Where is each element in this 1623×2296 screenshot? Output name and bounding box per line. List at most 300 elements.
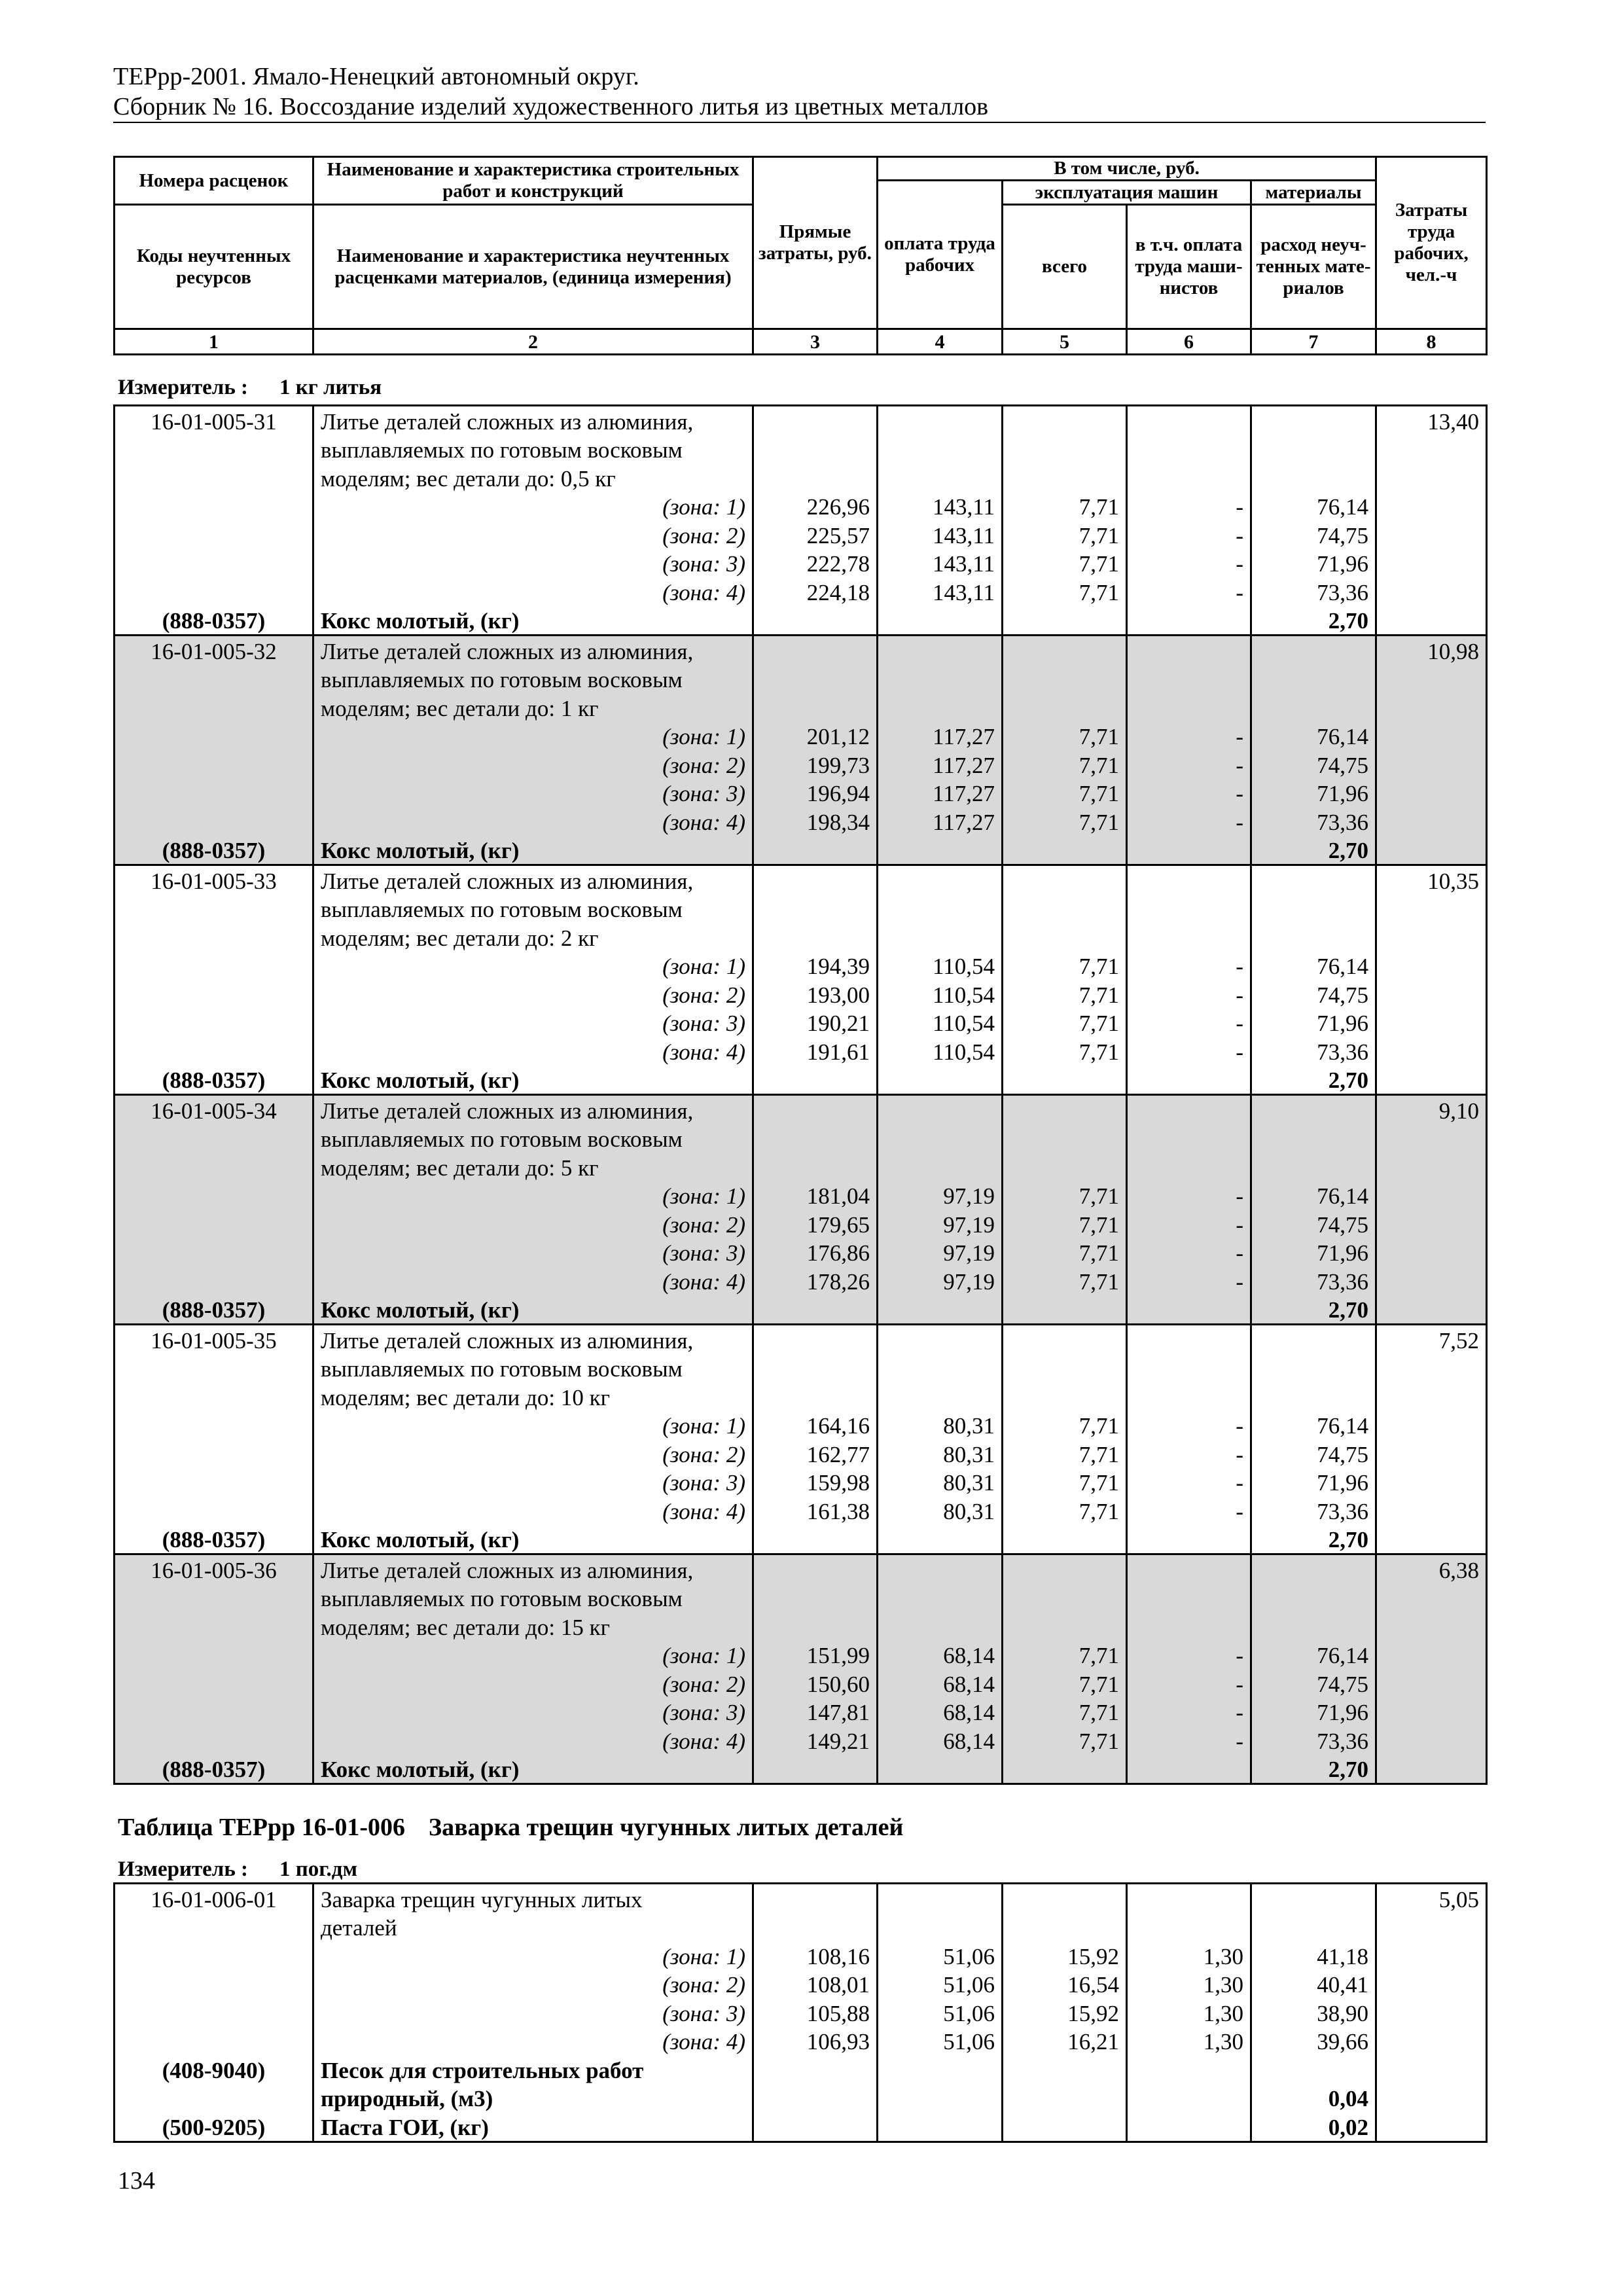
empty-cell (1251, 1554, 1376, 1584)
rate-group (115, 1325, 1487, 1554)
table-row (115, 1325, 1487, 1354)
materials-cost: 74,75 (1251, 1210, 1376, 1238)
empty-cell (1003, 636, 1127, 665)
direct-cost: 201,12 (753, 722, 878, 751)
resource-code: (408-9040) (115, 2055, 313, 2084)
resource-name-cont: природный, (м3) (313, 2084, 753, 2113)
machines-total: 7,71 (1003, 750, 1127, 779)
empty-cell (115, 1009, 313, 1037)
empty-cell (1376, 1669, 1487, 1698)
empty-cell (1376, 2055, 1487, 2084)
zone-label: (зона: 1) (313, 1641, 753, 1670)
machines-total: 15,92 (1003, 1941, 1127, 1970)
table-row (115, 779, 1487, 808)
empty-cell (115, 520, 313, 549)
worker-pay: 110,54 (878, 1009, 1003, 1037)
empty-cell (115, 1698, 313, 1727)
empty-cell (1127, 836, 1251, 865)
empty-cell (1376, 836, 1487, 865)
direct-cost: 149,21 (753, 1726, 878, 1755)
empty-cell (753, 1153, 878, 1181)
rate-description: моделям; вес детали до: 10 кг (313, 1382, 753, 1411)
table-row (115, 1941, 1487, 1970)
zone-label: (зона: 3) (313, 1009, 753, 1037)
table-column-header (113, 156, 1488, 355)
empty-cell (878, 2055, 1003, 2084)
materials-cost: 71,96 (1251, 1009, 1376, 1037)
empty-cell (878, 1095, 1003, 1124)
empty-cell (1127, 1884, 1251, 1913)
empty-cell (878, 1124, 1003, 1153)
table-row (115, 1037, 1487, 1066)
labor-cost (1376, 1584, 1487, 1613)
resource-code: (500-9205) (115, 2112, 313, 2142)
empty-cell (1376, 1641, 1487, 1670)
empty-cell (878, 665, 1003, 694)
table-row (115, 1181, 1487, 1210)
empty-cell (1127, 923, 1251, 952)
worker-pay: 80,31 (878, 1468, 1003, 1497)
rate-description: выплавляемых по готовым восковым (313, 895, 753, 924)
machines-total: 7,71 (1003, 1037, 1127, 1066)
empty-cell (1376, 1525, 1487, 1554)
empty-cell (1003, 1124, 1127, 1153)
table-row (115, 1354, 1487, 1383)
machinist-pay: - (1127, 750, 1251, 779)
rate-group (115, 406, 1487, 636)
empty-cell (753, 406, 878, 435)
machinist-pay: 1,30 (1127, 1941, 1251, 1970)
empty-cell (878, 1295, 1003, 1325)
empty-cell (878, 836, 1003, 865)
table-title-name: Заварка трещин чугунных литых деталей (429, 1814, 904, 1841)
measure-value: 1 пог.дм (279, 1857, 357, 1881)
empty-cell (1251, 1382, 1376, 1411)
table-row (115, 1153, 1487, 1181)
empty-cell (753, 1612, 878, 1641)
page-number: 134 (118, 2167, 155, 2195)
materials-cost: 71,96 (1251, 1468, 1376, 1497)
empty-cell (1127, 1612, 1251, 1641)
worker-pay: 80,31 (878, 1439, 1003, 1468)
machinist-pay: - (1127, 1641, 1251, 1670)
worker-pay: 80,31 (878, 1496, 1003, 1525)
machines-total: 7,71 (1003, 492, 1127, 521)
direct-cost: 179,65 (753, 1210, 878, 1238)
empty-cell (115, 549, 313, 578)
machinist-pay: - (1127, 807, 1251, 836)
empty-cell (1376, 492, 1487, 521)
materials-cost: 73,36 (1251, 1266, 1376, 1295)
empty-cell (753, 463, 878, 492)
group-header: В том числе, руб. (878, 157, 1376, 181)
zone-label: (зона: 3) (313, 1238, 753, 1267)
empty-cell (753, 865, 878, 895)
rate-description: моделям; вес детали до: 5 кг (313, 1153, 753, 1181)
empty-cell (1003, 1153, 1127, 1181)
labor-cost: 13,40 (1376, 406, 1487, 435)
direct-cost: 178,26 (753, 1266, 878, 1295)
direct-cost: 161,38 (753, 1496, 878, 1525)
empty-cell (753, 1325, 878, 1354)
zone-label: (зона: 4) (313, 1037, 753, 1066)
worker-pay: 143,11 (878, 577, 1003, 606)
zone-label: (зона: 3) (313, 549, 753, 578)
zone-label: (зона: 4) (313, 1726, 753, 1755)
labor-cost (1376, 895, 1487, 924)
table-row (115, 980, 1487, 1009)
empty-cell (115, 1439, 313, 1468)
empty-cell (878, 1354, 1003, 1383)
direct-cost: 190,21 (753, 1009, 878, 1037)
empty-cell (1376, 779, 1487, 808)
empty-cell (1376, 606, 1487, 636)
rate-code (115, 1124, 313, 1153)
machinist-pay: 1,30 (1127, 2027, 1251, 2056)
empty-cell (753, 1755, 878, 1784)
worker-pay: 117,27 (878, 750, 1003, 779)
machines-total: 15,92 (1003, 1998, 1127, 2027)
table-row (115, 435, 1487, 464)
empty-cell (753, 1525, 878, 1554)
worker-pay: 143,11 (878, 492, 1003, 521)
rate-code: 16-01-005-33 (115, 865, 313, 895)
empty-cell (115, 1411, 313, 1440)
empty-cell (753, 923, 878, 952)
empty-cell (753, 2055, 878, 2084)
empty-cell (1003, 2055, 1127, 2084)
empty-cell (753, 1354, 878, 1383)
zone-label: (зона: 1) (313, 492, 753, 521)
col1-bottom-header: Коды неучтенных ресурсов (115, 205, 313, 329)
rate-group (115, 636, 1487, 865)
rate-code: 16-01-005-35 (115, 1325, 313, 1354)
empty-cell (115, 1238, 313, 1267)
measure-label: Измеритель : (118, 376, 249, 399)
labor-cost: 5,05 (1376, 1884, 1487, 1913)
empty-cell (1127, 2084, 1251, 2113)
empty-cell (753, 693, 878, 722)
direct-cost: 176,86 (753, 1238, 878, 1267)
rate-description: Литье деталей сложных из алюминия, (313, 1325, 753, 1354)
empty-cell (1251, 693, 1376, 722)
rate-description: Литье деталей сложных из алюминия, (313, 1554, 753, 1584)
table-row (115, 1266, 1487, 1295)
empty-cell (1251, 1354, 1376, 1383)
machines-total: 16,54 (1003, 1970, 1127, 1999)
resource-qty: 2,70 (1251, 1755, 1376, 1784)
labor-cost (1376, 693, 1487, 722)
empty-cell (1376, 1266, 1487, 1295)
col8-header: Затраты труда рабочих, чел.-ч (1376, 157, 1487, 329)
materials-cost: 74,75 (1251, 1669, 1376, 1698)
materials-cost: 76,14 (1251, 492, 1376, 521)
empty-cell (1376, 1970, 1487, 1999)
table-row (115, 1884, 1487, 1913)
empty-cell (1376, 1496, 1487, 1525)
machinist-pay: - (1127, 492, 1251, 521)
resource-qty: 2,70 (1251, 836, 1376, 865)
rate-group (115, 1554, 1487, 1784)
labor-cost (1376, 1612, 1487, 1641)
empty-cell (1127, 1382, 1251, 1411)
col-number: 6 (1127, 329, 1251, 355)
empty-cell (1251, 865, 1376, 895)
table-row (115, 1913, 1487, 1942)
rate-code: 16-01-005-32 (115, 636, 313, 665)
rate-description: выплавляемых по готовым восковым (313, 1124, 753, 1153)
resource-name: Кокс молотый, (кг) (313, 1066, 753, 1095)
table-row (115, 1641, 1487, 1670)
worker-pay: 68,14 (878, 1641, 1003, 1670)
resource-code: (888-0357) (115, 606, 313, 636)
zone-label: (зона: 1) (313, 1181, 753, 1210)
empty-cell (115, 492, 313, 521)
table-row (115, 1295, 1487, 1325)
empty-cell (1127, 1584, 1251, 1613)
rate-description: выплавляемых по готовым восковым (313, 665, 753, 694)
machinist-pay: - (1127, 1669, 1251, 1698)
empty-cell (1003, 1584, 1127, 1613)
machines-total: 7,71 (1003, 1411, 1127, 1440)
rate-code (115, 665, 313, 694)
worker-pay: 51,06 (878, 2027, 1003, 2056)
empty-cell (878, 636, 1003, 665)
worker-pay: 68,14 (878, 1669, 1003, 1698)
empty-cell (1251, 1612, 1376, 1641)
labor-cost: 10,35 (1376, 865, 1487, 895)
materials-cost: 40,41 (1251, 1970, 1376, 1999)
table-row (115, 1009, 1487, 1037)
materials-header: материалы (1251, 181, 1376, 205)
empty-cell (115, 1941, 313, 1970)
worker-pay: 117,27 (878, 722, 1003, 751)
empty-cell (1127, 606, 1251, 636)
empty-cell (878, 1153, 1003, 1181)
table-row (115, 665, 1487, 694)
rate-code (115, 1153, 313, 1181)
empty-cell (1376, 2084, 1487, 2113)
empty-cell (1376, 1295, 1487, 1325)
empty-cell (1376, 520, 1487, 549)
labor-cost (1376, 1382, 1487, 1411)
machines-total: 16,21 (1003, 2027, 1127, 2056)
zone-label: (зона: 2) (313, 1669, 753, 1698)
table-row (115, 1238, 1487, 1267)
rate-description: моделям; вес детали до: 0,5 кг (313, 463, 753, 492)
machinist-pay: - (1127, 779, 1251, 808)
direct-cost: 224,18 (753, 577, 878, 606)
direct-cost: 191,61 (753, 1037, 878, 1066)
direct-cost: 150,60 (753, 1669, 878, 1698)
table-row (115, 1210, 1487, 1238)
rate-code (115, 895, 313, 924)
zone-label: (зона: 4) (313, 2027, 753, 2056)
empty-cell (115, 577, 313, 606)
empty-cell (878, 1584, 1003, 1613)
machines-total: 7,71 (1003, 722, 1127, 751)
machinist-pay: - (1127, 1698, 1251, 1727)
empty-cell (753, 1554, 878, 1584)
empty-cell (1127, 463, 1251, 492)
machines-total: 7,71 (1003, 1181, 1127, 1210)
empty-cell (1376, 1468, 1487, 1497)
zone-label: (зона: 2) (313, 1439, 753, 1468)
table-row (115, 836, 1487, 865)
empty-cell (1251, 1124, 1376, 1153)
machinist-pay: - (1127, 980, 1251, 1009)
empty-cell (1376, 980, 1487, 1009)
machines-total: 7,71 (1003, 1698, 1127, 1727)
empty-cell (115, 722, 313, 751)
materials-cost: 76,14 (1251, 952, 1376, 980)
empty-cell (1127, 1755, 1251, 1784)
machines-total: 7,71 (1003, 520, 1127, 549)
direct-cost: 198,34 (753, 807, 878, 836)
direct-cost: 159,98 (753, 1468, 878, 1497)
empty-cell (753, 1884, 878, 1913)
empty-cell (1003, 1884, 1127, 1913)
zone-label: (зона: 3) (313, 779, 753, 808)
empty-cell (878, 923, 1003, 952)
table-row (115, 577, 1487, 606)
materials-cost: 39,66 (1251, 2027, 1376, 2056)
col5-header: всего (1003, 205, 1127, 329)
empty-cell (115, 807, 313, 836)
machinist-pay: - (1127, 1181, 1251, 1210)
table-row (115, 1468, 1487, 1497)
empty-cell (1251, 1913, 1376, 1942)
materials-cost: 73,36 (1251, 807, 1376, 836)
table-row (115, 1970, 1487, 1999)
rate-description: моделям; вес детали до: 15 кг (313, 1612, 753, 1641)
materials-cost: 76,14 (1251, 722, 1376, 751)
empty-cell (1127, 1153, 1251, 1181)
empty-cell (1127, 406, 1251, 435)
empty-cell (753, 1382, 878, 1411)
direct-cost: 222,78 (753, 549, 878, 578)
col-number: 8 (1376, 329, 1487, 355)
machinist-pay: - (1127, 1009, 1251, 1037)
resource-code: (888-0357) (115, 1295, 313, 1325)
worker-pay: 143,11 (878, 549, 1003, 578)
rate-description: деталей (313, 1913, 753, 1942)
worker-pay: 68,14 (878, 1726, 1003, 1755)
resource-qty: 2,70 (1251, 1295, 1376, 1325)
machinist-pay: - (1127, 1468, 1251, 1497)
empty-cell (878, 1325, 1003, 1354)
table-row (115, 549, 1487, 578)
empty-cell (1376, 722, 1487, 751)
rate-description: выплавляемых по готовым восковым (313, 435, 753, 464)
col-number: 5 (1003, 329, 1127, 355)
col-number: 7 (1251, 329, 1376, 355)
empty-cell (1251, 923, 1376, 952)
empty-cell (1127, 636, 1251, 665)
machines-header: эксплуатация машин (1003, 181, 1251, 205)
empty-cell (1376, 1726, 1487, 1755)
empty-cell (1003, 1354, 1127, 1383)
machines-total: 7,71 (1003, 1210, 1127, 1238)
machinist-pay: - (1127, 722, 1251, 751)
zone-label: (зона: 2) (313, 520, 753, 549)
rate-description: выплавляемых по готовым восковым (313, 1354, 753, 1383)
empty-cell (1251, 1095, 1376, 1124)
empty-cell (1003, 606, 1127, 636)
machinist-pay: 1,30 (1127, 1998, 1251, 2027)
zone-label: (зона: 3) (313, 1998, 753, 2027)
empty-cell (1003, 406, 1127, 435)
resource-qty: 2,70 (1251, 1525, 1376, 1554)
empty-cell (1127, 1124, 1251, 1153)
empty-cell (1127, 2055, 1251, 2084)
resource-code: (888-0357) (115, 1525, 313, 1554)
empty-cell (115, 1669, 313, 1698)
worker-pay: 51,06 (878, 1941, 1003, 1970)
measure-label: Измеритель : (118, 1857, 249, 1881)
table-row (115, 1439, 1487, 1468)
worker-pay: 97,19 (878, 1210, 1003, 1238)
machines-total: 7,71 (1003, 1496, 1127, 1525)
rate-description: Литье деталей сложных из алюминия, (313, 1095, 753, 1124)
rate-description: моделям; вес детали до: 2 кг (313, 923, 753, 952)
labor-cost: 9,10 (1376, 1095, 1487, 1124)
worker-pay: 110,54 (878, 1037, 1003, 1066)
worker-pay: 51,06 (878, 1970, 1003, 1999)
direct-cost: 199,73 (753, 750, 878, 779)
empty-cell (1127, 1525, 1251, 1554)
empty-cell (115, 1641, 313, 1670)
materials-cost: 76,14 (1251, 1181, 1376, 1210)
machines-total: 7,71 (1003, 1468, 1127, 1497)
materials-cost: 71,96 (1251, 549, 1376, 578)
empty-cell (1003, 665, 1127, 694)
col1-top-header: Номера расценок (115, 157, 313, 205)
empty-cell (1251, 636, 1376, 665)
rate-code (115, 1913, 313, 1942)
materials-cost: 41,18 (1251, 1941, 1376, 1970)
empty-cell (878, 606, 1003, 636)
empty-cell (753, 895, 878, 924)
empty-cell (115, 1496, 313, 1525)
empty-cell (1127, 435, 1251, 464)
resource-qty: 0,02 (1251, 2112, 1376, 2142)
empty-cell (1376, 577, 1487, 606)
direct-cost: 108,01 (753, 1970, 878, 1999)
machines-total: 7,71 (1003, 1238, 1127, 1267)
zone-label: (зона: 4) (313, 1266, 753, 1295)
measure-unit-1 (118, 376, 382, 400)
machinist-pay: - (1127, 1496, 1251, 1525)
empty-cell (1376, 807, 1487, 836)
empty-cell (115, 1726, 313, 1755)
worker-pay: 97,19 (878, 1238, 1003, 1267)
table-row (115, 492, 1487, 521)
empty-cell (878, 1755, 1003, 1784)
empty-cell (1376, 2027, 1487, 2056)
table-row (115, 636, 1487, 665)
empty-cell (115, 2027, 313, 2056)
col2-top-header: Наименование и характеристика строительных работ и конструкций (313, 157, 753, 205)
materials-cost: 76,14 (1251, 1641, 1376, 1670)
materials-cost: 73,36 (1251, 1037, 1376, 1066)
zone-label: (зона: 4) (313, 577, 753, 606)
empty-cell (878, 865, 1003, 895)
empty-cell (878, 1382, 1003, 1411)
empty-cell (878, 435, 1003, 464)
direct-cost: 108,16 (753, 1941, 878, 1970)
table-row (115, 722, 1487, 751)
